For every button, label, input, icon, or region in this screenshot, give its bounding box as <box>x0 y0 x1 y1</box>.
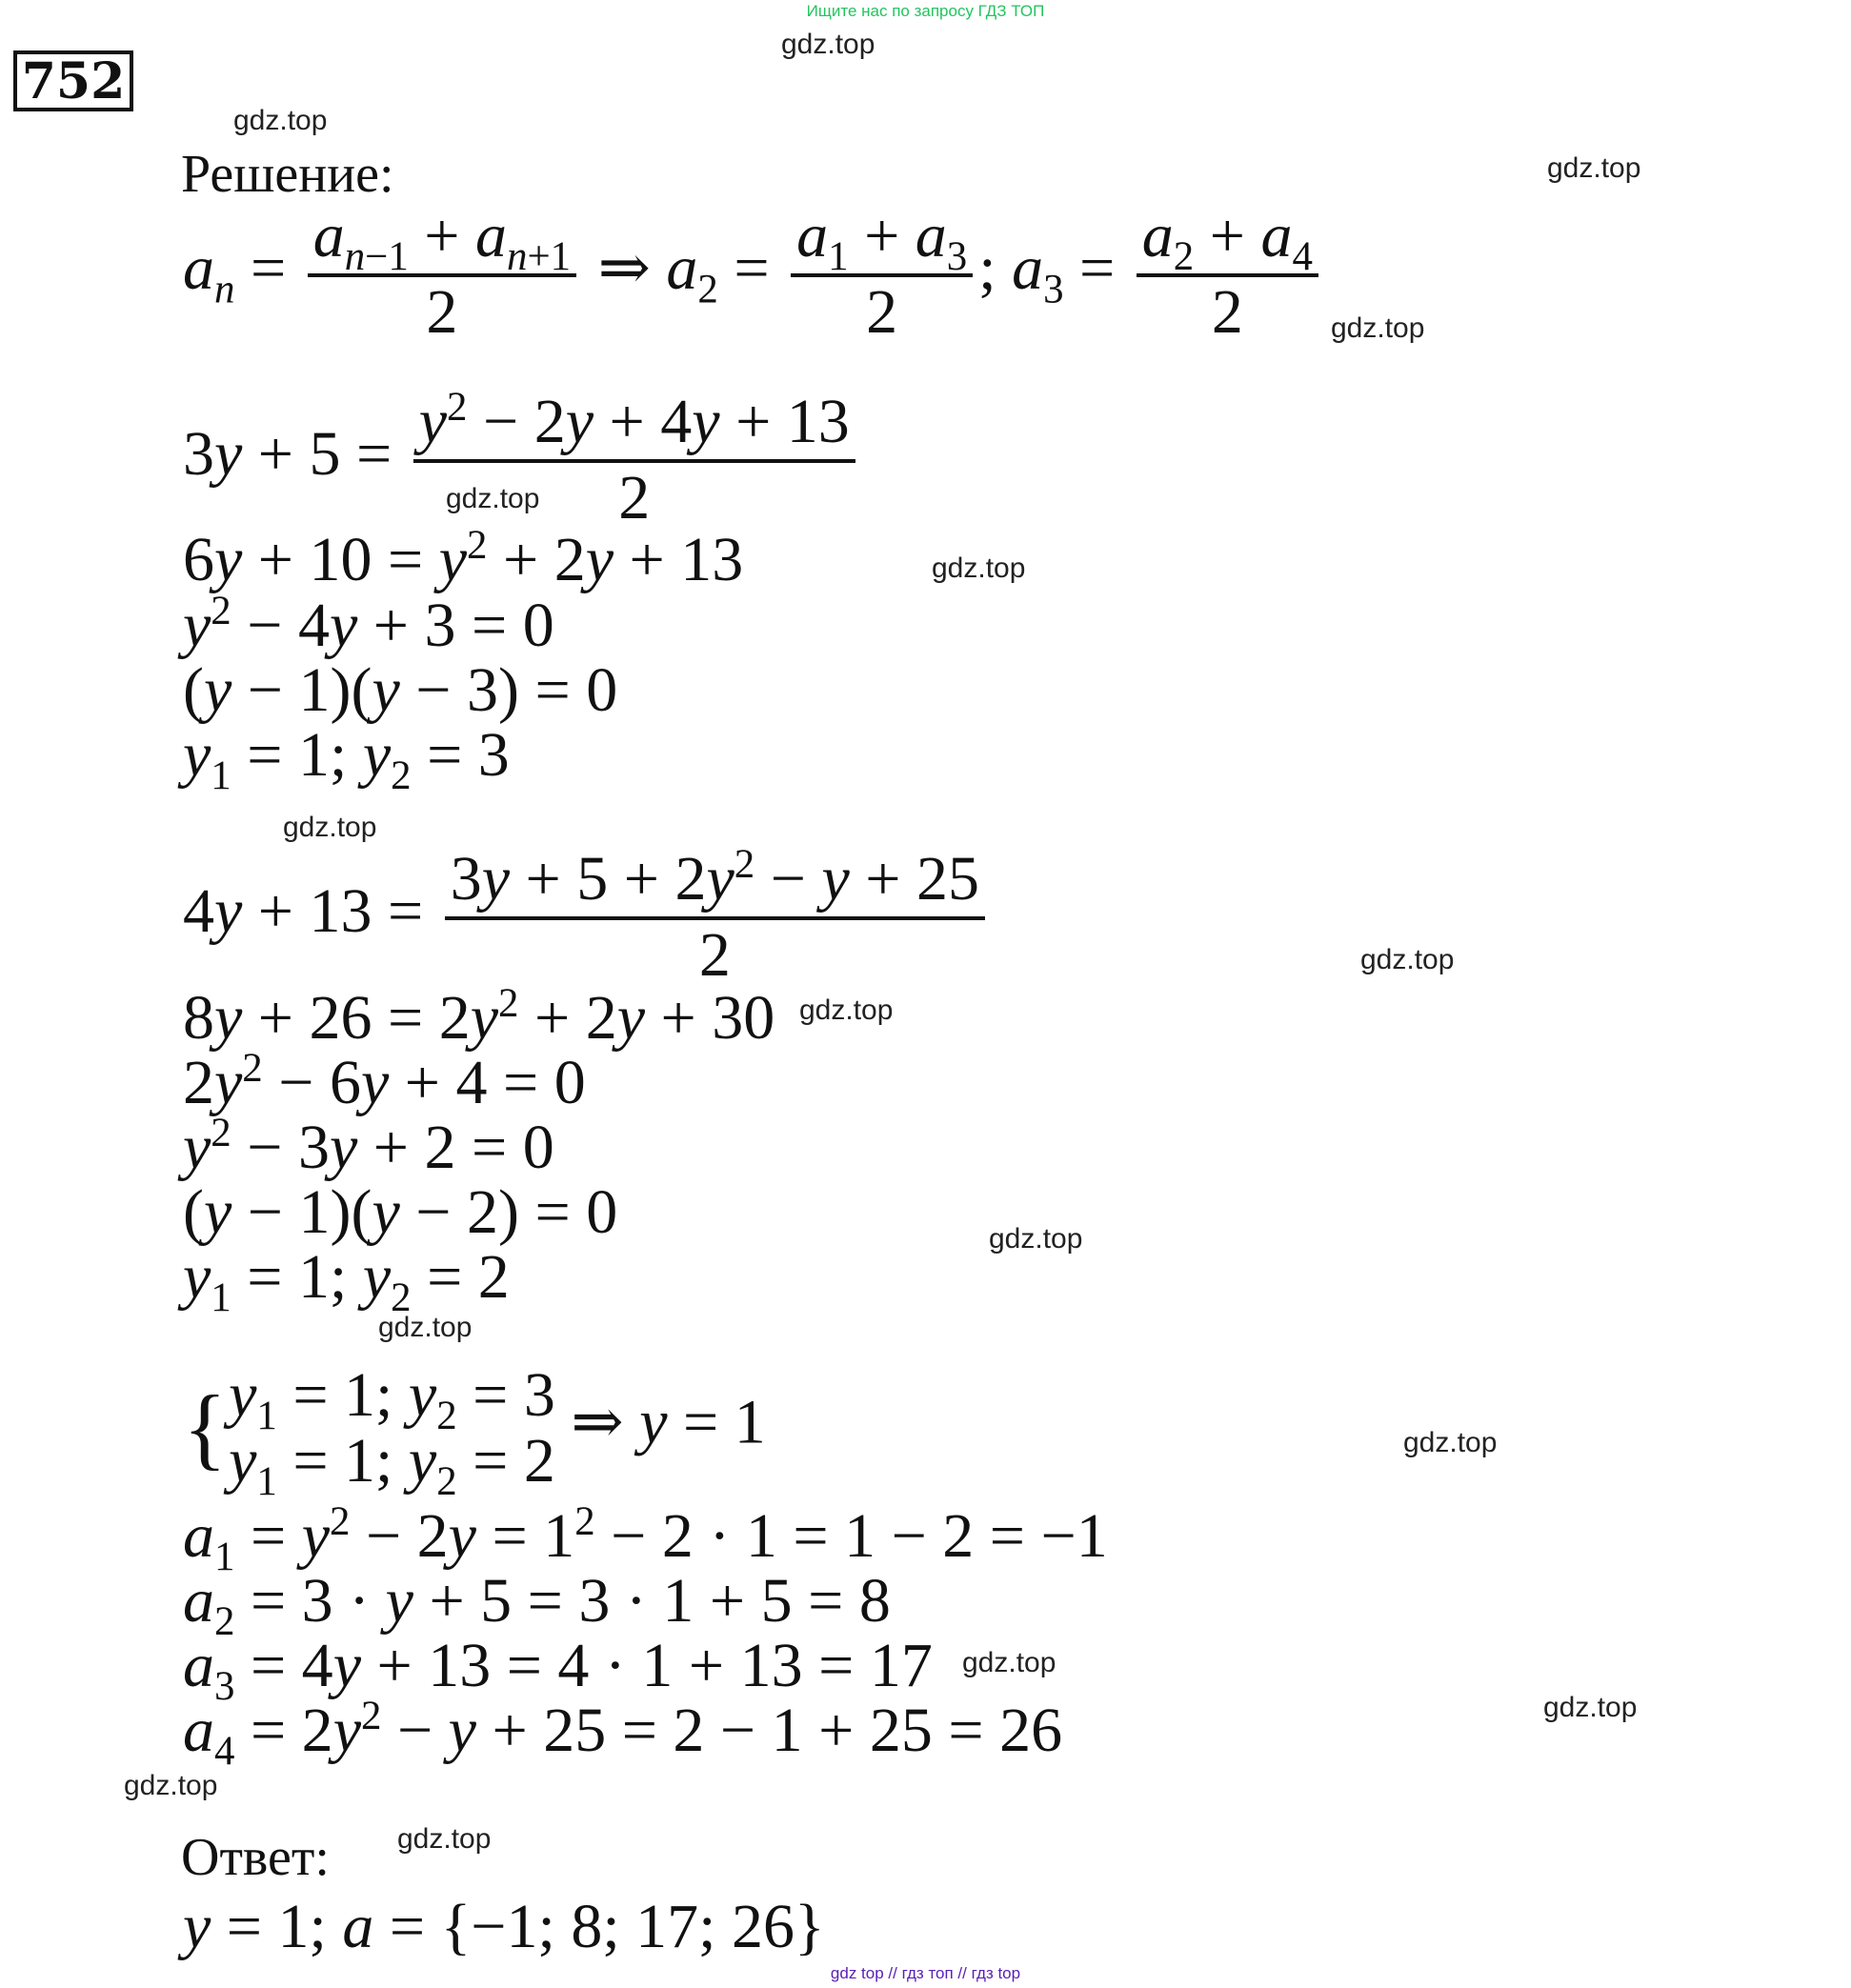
problem-number: 752 <box>13 50 133 111</box>
answer-value: y = 1; a = {−1; 8; 17; 26} <box>183 1892 825 1961</box>
equation-8: $2y^2 - 6y + 4 = 0$ <box>183 1046 586 1117</box>
watermark: gdz.top <box>1403 1427 1498 1458</box>
equation-system: { $y_1 = 1$; $y_2 = 3$ $y_1 = 1$; $y_2 = 2$ ⇒ y = 1 <box>183 1360 766 1505</box>
equation-3: $y^2 - 4y + 3 = 0$ <box>183 589 554 660</box>
watermark: gdz.top <box>1543 1692 1638 1723</box>
equation-6: 4y + 13 = $\frac{3y + 5 + 2y^2 - y + 25}{2}$ <box>183 848 991 987</box>
equation-2: $6y + 10 = y^2 + 2y + 13$ <box>183 523 744 594</box>
equation-11: $y_1 = 1$; $y_2 = 2$ <box>183 1242 510 1321</box>
watermark: gdz.top <box>799 994 894 1026</box>
top-banner: Ищите нас по запросу ГДЗ ТОП <box>806 2 1045 20</box>
formula-mean-property: $a_n$ = $\frac{a_{n-1} + a_{n+1}}{2}$ ⇒ $a_2$ = $\frac{a_1 + a_3}{2}$ ; $a_3$ = $\frac{a_2 + a_4}{2}$ <box>183 205 1324 344</box>
equation-7: $8y + 26 = 2y^2 + 2y + 30$ <box>183 981 775 1053</box>
footer-links: gdz top // гдз топ // гдз top <box>830 1964 1021 1982</box>
equation-9: $y^2 - 3y + 2 = 0$ <box>183 1111 554 1182</box>
answer-heading: Ответ: <box>181 1828 330 1887</box>
equation-1: 3y + 5 = $\frac{y^2 - 2y + 4y + 13}{2}$ <box>183 391 861 530</box>
watermark: gdz.top <box>397 1823 492 1855</box>
watermark: gdz.top <box>283 812 377 843</box>
watermark: gdz.top <box>989 1223 1083 1255</box>
watermark: gdz.top <box>932 552 1026 584</box>
watermark: gdz.top <box>378 1312 473 1343</box>
watermark: gdz.top <box>1360 944 1455 975</box>
watermark: gdz.top <box>1331 312 1425 344</box>
watermark: gdz.top <box>446 483 540 514</box>
watermark: gdz.top <box>233 105 328 136</box>
equation-10: (y − 1)(y − 2) = 0 <box>183 1177 618 1247</box>
watermark: gdz.top <box>1547 152 1641 184</box>
equation-a4: $a_4 = 2y^2 - y + 25 = 2 - 1 + 25 = 26$ <box>183 1694 1063 1775</box>
watermark: gdz.top <box>781 29 875 60</box>
watermark: gdz.top <box>124 1770 218 1801</box>
watermark: gdz.top <box>962 1647 1056 1678</box>
equation-4: (y − 1)(y − 3) = 0 <box>183 655 618 725</box>
equation-a3: $a_3 = 4y + 13 = 4 \cdot 1 + 13 = 17$ <box>183 1631 933 1710</box>
equation-a2: $a_2 = 3 \cdot y + 5 = 3 \cdot 1 + 5 = 8$ <box>183 1566 891 1645</box>
equation-5: $y_1 = 1$; $y_2 = 3$ <box>183 720 510 799</box>
solution-heading: Решение: <box>181 145 394 204</box>
equation-a1: $a_1 = y^2 - 2y = 1^2 - 2 \cdot 1 = 1 - 2 = -1$ <box>183 1499 1108 1580</box>
